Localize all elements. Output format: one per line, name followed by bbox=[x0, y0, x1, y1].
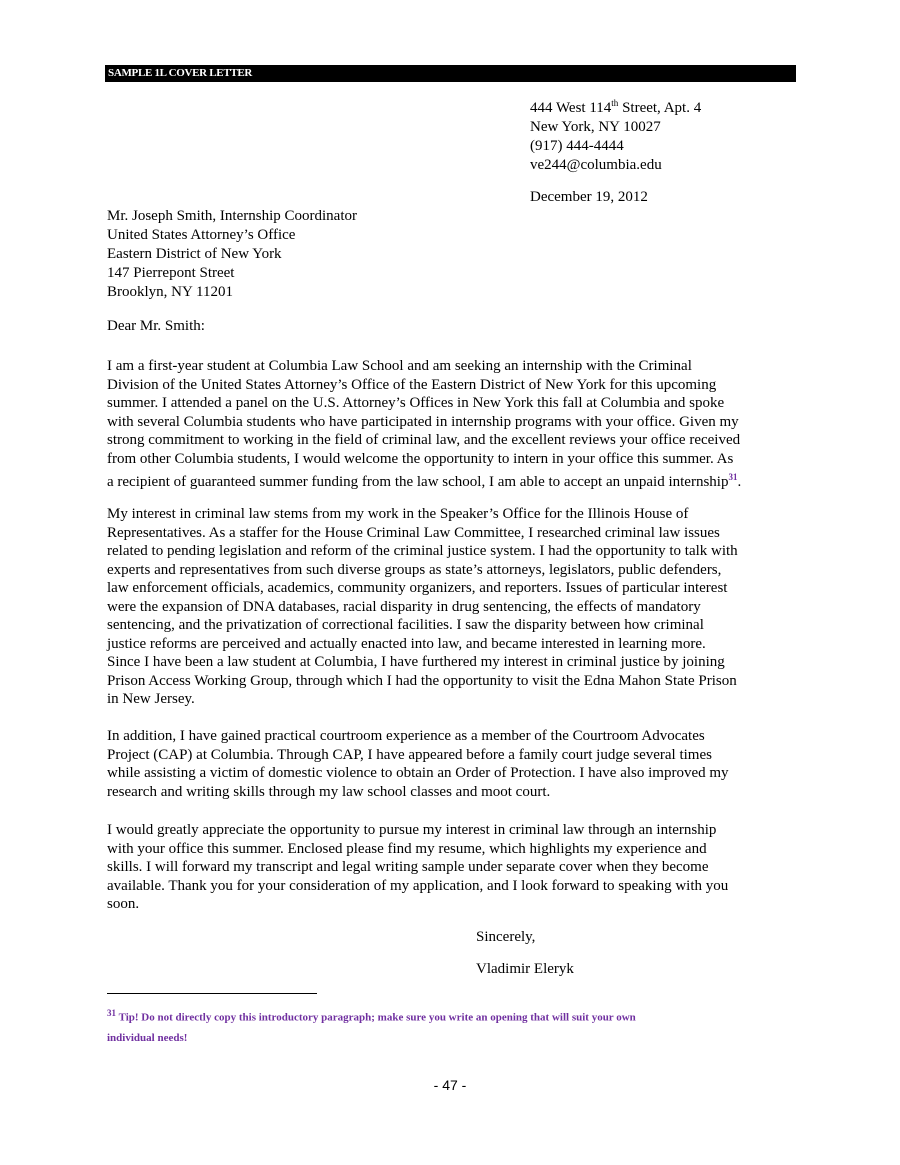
footnote-line bbox=[107, 1003, 797, 1028]
paragraph-line: Division of the United States Attorney’s Office of the Eastern District of New York for this upcoming bbox=[107, 376, 717, 393]
sender-address-block bbox=[530, 94, 701, 175]
paragraph-line: with several Columbia students who have participated in internship programs with your office. Given my bbox=[107, 413, 739, 430]
footnote-line: individual needs! bbox=[107, 1031, 188, 1044]
paragraph-line: while assisting a victim of domestic violence to obtain an Order of Protection. I have also improved my bbox=[107, 765, 729, 781]
body-paragraph-1 bbox=[107, 357, 797, 492]
body-paragraph-2 bbox=[107, 505, 797, 709]
paragraph-line: Prison Access Working Group, through which I had the opportunity to visit the Edna Mahon State Prison bbox=[107, 672, 737, 689]
sender-phone: (917) 444-4444 bbox=[530, 138, 624, 154]
recipient-office: United States Attorney’s Office bbox=[107, 227, 296, 243]
recipient-city: Brooklyn, NY 11201 bbox=[107, 284, 233, 300]
paragraph-line: skills. I will forward my transcript and legal writing sample under separate cover when they become bbox=[107, 859, 709, 875]
paragraph-line: soon. bbox=[107, 896, 140, 912]
paragraph-line: I am a first-year student at Columbia Law School and am seeking an internship with the Criminal bbox=[107, 358, 692, 374]
footnote-number: 31 bbox=[107, 1008, 116, 1018]
paragraph-line: from other Columbia students, I would welcome the opportunity to intern in your office this summer. As bbox=[107, 450, 734, 467]
footnote-text: Tip! Do not directly copy this introductory paragraph; make sure you write an opening that will suit your own bbox=[118, 1011, 636, 1024]
letter-date: December 19, 2012 bbox=[530, 189, 648, 205]
paragraph-line: were the expansion of DNA databases, racial disparity in drug sentencing, the effects of mandatory bbox=[107, 598, 701, 615]
paragraph-line: summer. I attended a panel on the U.S. Attorney’s Offices in New York this fall at Columbia and spoke bbox=[107, 395, 725, 411]
sender-city: New York, NY 10027 bbox=[530, 119, 661, 135]
paragraph-line: strong commitment to working in the field of criminal law, and the excellent reviews your office received bbox=[107, 432, 741, 448]
sender-email: ve244@columbia.edu bbox=[530, 157, 662, 173]
recipient-street: 147 Pierrepont Street bbox=[107, 265, 235, 281]
footnote-divider bbox=[107, 993, 317, 994]
salutation: Dear Mr. Smith: bbox=[107, 318, 205, 334]
paragraph-line: related to pending legislation and reform of the criminal justice system. I had the opportunity to talk with bbox=[107, 543, 738, 559]
paragraph-line: I would greatly appreciate the opportunity to pursue my interest in criminal law through an internship bbox=[107, 822, 717, 838]
paragraph-line: in New Jersey. bbox=[107, 691, 195, 707]
footnote bbox=[107, 1003, 797, 1048]
paragraph-line: with your office this summer. Enclosed please find my resume, which highlights my experience and bbox=[107, 840, 707, 857]
body-paragraph-3 bbox=[107, 727, 797, 801]
paragraph-line: Project (CAP) at Columbia. Through CAP, I have appeared before a family court judge several times bbox=[107, 746, 712, 763]
recipient-name: Mr. Joseph Smith, Internship Coordinator bbox=[107, 208, 357, 224]
page-number: - 47 - bbox=[433, 1077, 467, 1093]
sender-street bbox=[530, 94, 701, 118]
paragraph-line: experts and representatives from such diverse groups as state’s attorneys, legislators, public defenders, bbox=[107, 561, 722, 578]
footnote-reference[interactable]: 31 bbox=[728, 472, 738, 482]
recipient-district: Eastern District of New York bbox=[107, 246, 282, 262]
paragraph-line-end: . bbox=[737, 474, 742, 490]
paragraph-line: My interest in criminal law stems from my work in the Speaker’s Office for the Illinois House of bbox=[107, 506, 689, 522]
sender-street-ordinal: th bbox=[611, 98, 619, 108]
section-banner bbox=[105, 65, 796, 82]
sender-street-number: 444 West 114 bbox=[530, 100, 612, 116]
paragraph-line: law enforcement officials, academics, community organizers, and reporters. Issues of particular interest bbox=[107, 580, 728, 596]
banner-title: SAMPLE 1L COVER LETTER bbox=[108, 67, 253, 79]
recipient-address-block bbox=[107, 207, 357, 302]
paragraph-line: research and writing skills through my law school classes and moot court. bbox=[107, 783, 551, 800]
valediction: Sincerely, bbox=[476, 929, 536, 945]
signature-name: Vladimir Eleryk bbox=[476, 961, 574, 977]
paragraph-line: justice reforms are perceived and actually enacted into law, and became interested in learning more. bbox=[107, 635, 706, 652]
sender-street-rest: Street, Apt. 4 bbox=[618, 100, 702, 116]
paragraph-line bbox=[107, 468, 797, 492]
paragraph-line: Since I have been a law student at Columbia, I have furthered my interest in criminal justice by joining bbox=[107, 654, 725, 670]
body-paragraph-4 bbox=[107, 821, 797, 914]
paragraph-line: In addition, I have gained practical courtroom experience as a member of the Courtroom Advocates bbox=[107, 728, 705, 744]
paragraph-line: sentencing, and the privatization of correctional facilities. I saw the disparity between how criminal bbox=[107, 617, 704, 633]
paragraph-line: Representatives. As a staffer for the House Criminal Law Committee, I researched criminal law issues bbox=[107, 524, 720, 541]
paragraph-line-text: a recipient of guaranteed summer funding from the law school, I am able to accept an unpaid internship bbox=[107, 474, 729, 490]
paragraph-line: available. Thank you for your consideration of my application, and I look forward to speaking with you bbox=[107, 877, 729, 894]
